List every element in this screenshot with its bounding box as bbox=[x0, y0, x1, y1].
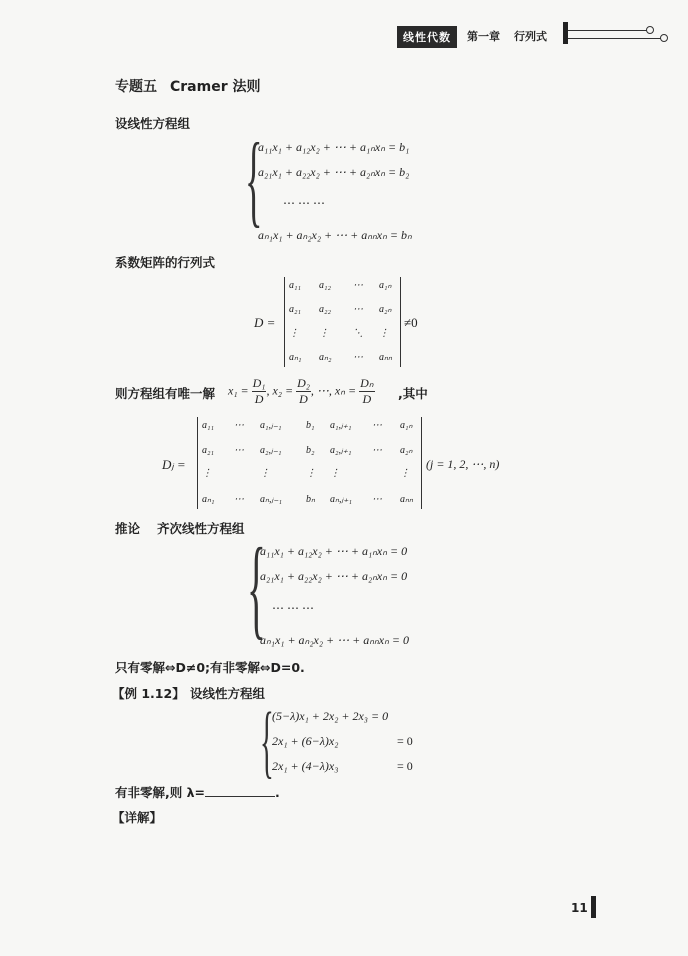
page-number: 11 bbox=[571, 901, 588, 915]
system1-row1: a₁₁x₁ + a₁₂x₂ + ⋯ + a₁ₙxₙ = b₁ bbox=[258, 140, 410, 154]
system2-dots: ⋯ ⋯ ⋯ bbox=[272, 601, 314, 615]
det-d-cell-r2-c2: a₂₂ bbox=[319, 304, 331, 315]
system1-row2: a₂₁x₁ + a₂₂x₂ + ⋯ + a₂ₙxₙ = b₂ bbox=[258, 165, 410, 179]
system3-row3-left: 2x₁ + (4−λ)x₃ bbox=[272, 759, 339, 773]
det-dj-left-bar bbox=[197, 417, 198, 509]
system2-brace: { bbox=[247, 526, 266, 650]
section-number: 专题五 bbox=[115, 79, 157, 95]
system3-brace: { bbox=[260, 695, 274, 786]
det-d-rhs: ≠0 bbox=[404, 315, 418, 330]
det-d-cell-r4-c4: aₙₙ bbox=[379, 352, 392, 363]
det-dj-cell-r3-c4: ⋮ bbox=[306, 468, 316, 479]
det-dj-cell-r4-c3: aₙ,ⱼ₋₁ bbox=[260, 494, 282, 505]
system3-row2-right: = 0 bbox=[397, 734, 413, 748]
where-text: ,其中 bbox=[398, 386, 428, 401]
det-d-lhs: D = bbox=[254, 315, 276, 330]
xn-label: , ⋯, xₙ = bbox=[310, 383, 357, 398]
det-d-cell-r2-c4: a₂ₙ bbox=[379, 304, 392, 315]
header-line-bottom bbox=[568, 38, 663, 39]
det-dj-cell-r4-c7: aₙₙ bbox=[400, 494, 413, 505]
system1-brace: { bbox=[245, 122, 263, 237]
det-dj-cell-r4-c5: aₙ,ⱼ₊₁ bbox=[330, 494, 352, 505]
corollary-label: 推论 bbox=[115, 521, 141, 536]
header-bar bbox=[563, 22, 568, 44]
header-circle-top bbox=[646, 26, 654, 34]
nonzero-suffix: . bbox=[274, 785, 280, 800]
det-dj-cell-r2-c2: ⋯ bbox=[234, 445, 244, 456]
det-dj-cell-r3-c1: ⋮ bbox=[202, 468, 212, 479]
corollary-text: 齐次线性方程组 bbox=[157, 521, 245, 536]
solution-formula bbox=[228, 376, 375, 407]
det-dj-lhs: Dⱼ = bbox=[162, 457, 186, 472]
det-dj-cell-r1-c2: ⋯ bbox=[234, 420, 244, 431]
det-dj-cell-r2-c3: a₂,ⱼ₋₁ bbox=[260, 445, 282, 456]
x2-label: , x₂ = bbox=[266, 383, 294, 398]
det-d-cell-r3-c2: ⋮ bbox=[319, 328, 329, 339]
det-d-cell-r1-c1: a₁₁ bbox=[289, 280, 301, 291]
frac-d1-den: D bbox=[254, 392, 264, 406]
detail-label: 【详解】 bbox=[112, 810, 163, 825]
system1-rown: aₙ₁x₁ + aₙ₂x₂ + ⋯ + aₙₙxₙ = bₙ bbox=[258, 228, 412, 242]
system1-dots: ⋯ ⋯ ⋯ bbox=[283, 196, 325, 210]
det-dj-cell-r3-c5: ⋮ bbox=[330, 468, 340, 479]
det-dj-cell-r1-c3: a₁,ⱼ₋₁ bbox=[260, 420, 282, 431]
zero-solution-text: 只有零解⇔D≠0;有非零解⇔D=0. bbox=[115, 660, 305, 675]
det-dj-rhs: (j = 1, 2, ⋯, n) bbox=[426, 457, 500, 471]
nonzero-prefix: 有非零解,则 λ= bbox=[115, 785, 205, 800]
system2-rown: aₙ₁x₁ + aₙ₂x₂ + ⋯ + aₙₙxₙ = 0 bbox=[260, 633, 409, 647]
system2-row1: a₁₁x₁ + a₁₂x₂ + ⋯ + a₁ₙxₙ = 0 bbox=[260, 544, 408, 558]
det-dj-cell-r4-c2: ⋯ bbox=[234, 494, 244, 505]
det-d-cell-r4-c3: ⋯ bbox=[353, 352, 363, 363]
example-text: 设线性方程组 bbox=[190, 686, 266, 701]
det-dj-cell-r4-c6: ⋯ bbox=[372, 494, 382, 505]
coef-det-text: 系数矩阵的行列式 bbox=[115, 255, 216, 270]
det-dj-cell-r1-c5: a₁,ⱼ₊₁ bbox=[330, 420, 352, 431]
example-label: 【例 1.12】 bbox=[112, 686, 185, 701]
header-line-top bbox=[568, 30, 648, 31]
det-dj-cell-r4-c1: aₙ₁ bbox=[202, 494, 215, 505]
section-title: Cramer 法则 bbox=[170, 79, 261, 95]
det-d-cell-r3-c3: ⋱ bbox=[353, 328, 363, 339]
header-circle-bottom bbox=[660, 34, 668, 42]
det-dj-grid bbox=[202, 420, 420, 508]
frac-d2-num: D₂ bbox=[297, 376, 310, 390]
det-d-right-bar bbox=[400, 277, 401, 367]
det-d-cell-r3-c4: ⋮ bbox=[379, 328, 389, 339]
answer-blank[interactable] bbox=[205, 786, 275, 797]
page-number-bar bbox=[591, 896, 596, 918]
chapter-label: 第一章 bbox=[467, 30, 500, 43]
det-d-cell-r2-c1: a₂₁ bbox=[289, 304, 301, 315]
system3-row2-left: 2x₁ + (6−λ)x₂ bbox=[272, 734, 339, 748]
det-dj-cell-r2-c5: a₂,ⱼ₊₁ bbox=[330, 445, 352, 456]
det-dj-cell-r1-c4: b₁ bbox=[306, 420, 315, 431]
unique-solution-text: 则方程组有唯一解 bbox=[115, 386, 216, 401]
det-dj-cell-r2-c7: a₂ₙ bbox=[400, 445, 413, 456]
det-dj-cell-r2-c1: a₂₁ bbox=[202, 445, 214, 456]
system2-row2: a₂₁x₁ + a₂₂x₂ + ⋯ + a₂ₙxₙ = 0 bbox=[260, 569, 408, 583]
frac-d2 bbox=[296, 376, 311, 407]
frac-d2-den: D bbox=[299, 392, 308, 406]
det-d-cell-r1-c4: a₁ₙ bbox=[379, 280, 392, 291]
det-d-cell-r3-c1: ⋮ bbox=[289, 328, 299, 339]
det-d-cell-r4-c1: aₙ₁ bbox=[289, 352, 302, 363]
det-dj-cell-r3-c7: ⋮ bbox=[400, 468, 410, 479]
book-tag: 线性代数 bbox=[397, 26, 457, 48]
system3-row1: (5−λ)x₁ + 2x₂ + 2x₃ = 0 bbox=[272, 709, 389, 723]
det-d-cell-r1-c2: a₁₂ bbox=[319, 280, 331, 291]
det-dj-right-bar bbox=[421, 417, 422, 509]
det-dj-cell-r1-c1: a₁₁ bbox=[202, 420, 214, 431]
det-dj-cell-r1-c6: ⋯ bbox=[372, 420, 382, 431]
frac-dn bbox=[359, 376, 374, 407]
det-dj-cell-r2-c6: ⋯ bbox=[372, 445, 382, 456]
det-d-left-bar bbox=[284, 277, 285, 367]
frac-dn-den: D bbox=[362, 392, 372, 406]
det-d-cell-r4-c2: aₙ₂ bbox=[319, 352, 332, 363]
nonzero-question bbox=[115, 783, 280, 801]
frac-d1 bbox=[252, 376, 267, 407]
det-dj-cell-r1-c7: a₁ₙ bbox=[400, 420, 413, 431]
intro-text: 设线性方程组 bbox=[115, 116, 191, 131]
det-dj-cell-r2-c4: b₂ bbox=[306, 445, 315, 456]
det-d-grid bbox=[289, 280, 399, 366]
frac-dn-num: Dₙ bbox=[360, 376, 374, 390]
det-d-cell-r2-c3: ⋯ bbox=[353, 304, 363, 315]
chapter-title: 行列式 bbox=[514, 30, 547, 43]
det-d-cell-r1-c3: ⋯ bbox=[353, 280, 363, 291]
det-dj-cell-r3-c3: ⋮ bbox=[260, 468, 270, 479]
system3-row3-right: = 0 bbox=[397, 759, 413, 773]
x1-label: x₁ = bbox=[228, 383, 249, 398]
frac-d1-num: D₁ bbox=[252, 376, 266, 390]
det-dj-cell-r4-c4: bₙ bbox=[306, 494, 315, 505]
